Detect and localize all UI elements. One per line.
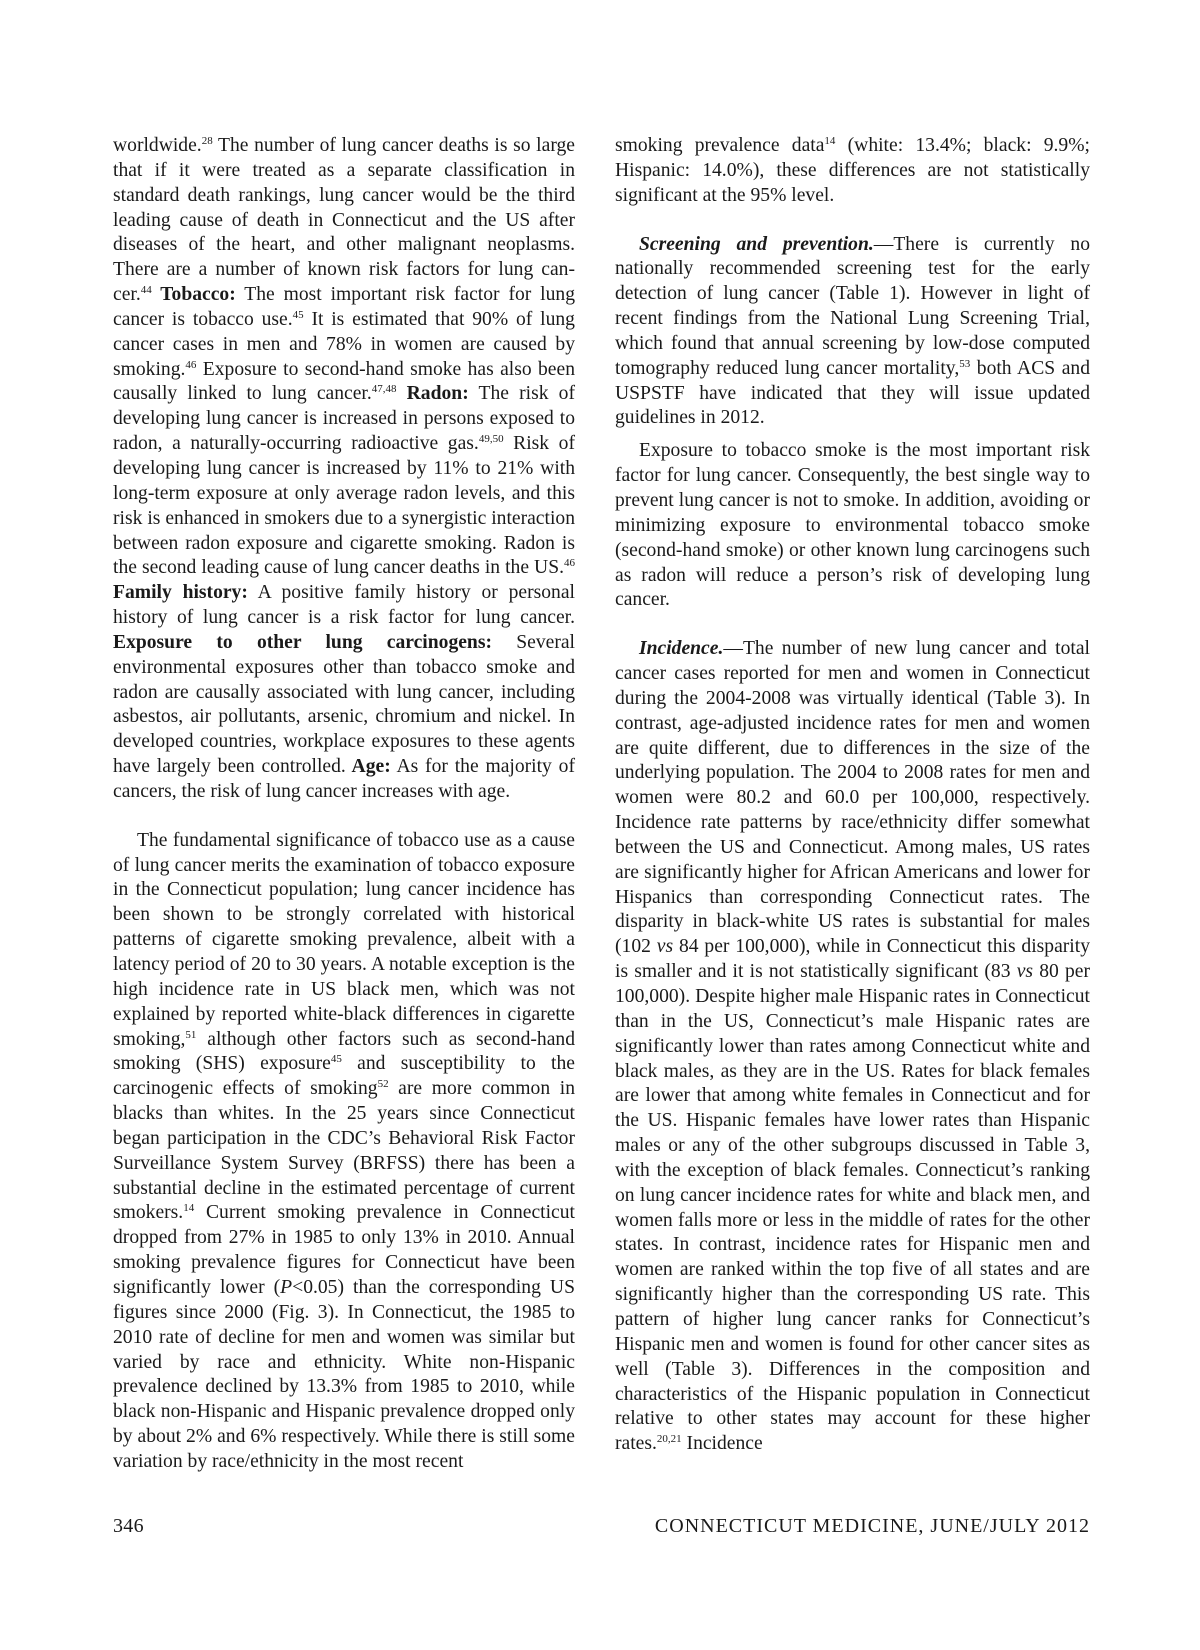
carcinogens-heading: Exposure to other lung carcinogens: bbox=[113, 631, 492, 653]
citation-ref: 28 bbox=[201, 135, 213, 147]
prevalence-continuation-paragraph: smoking prevalence data$^{14}$ (white: 13.4%; black: 9.9%; Hispanic: 14.0%), these differences are not statistically significant at the 95% level. bbox=[615, 135, 1090, 206]
citation-ref: 20,21 bbox=[656, 1433, 682, 1446]
screening-paragraph: Screening and prevention.—There is currently no nationally recommended screening test for the early detection of lung cancer (Table 1). However in light of recent findings from the National Lung Screening Trial, which found that annual screening by low-dose computed tomography reduced lung cancer mortality,$^{53}$ both ACS and USPSTF have indicated that they will issue updated guidelines in 2012. bbox=[615, 233, 1090, 429]
citation-ref: 14 bbox=[824, 135, 836, 147]
right-column bbox=[615, 134, 1090, 1457]
citation-ref: 51 bbox=[185, 1028, 197, 1041]
risk-factors-paragraph: worldwide.$^{28}$ The number of lung cancer deaths is so large that if it were treated as a separate classification in standard death rankings, lung cancer would be the third leading cause of death in Connecticut and the US after diseases of the heart, and other malignant neoplasms. There are a number of known risk factors for lung cancer.$^{44}$ Tobacco: The most important risk factor for lung cancer is tobacco use.$^{45}$ It is estimated that 90% of lung cancer cases in men and 78% in women are caused by smoking.$^{46}$ Exposure to second-hand smoke has also been causally linked to lung cancer.$^{47,48}$ Radon: The risk of developing lung cancer is increased in persons exposed to radon, a naturally-occurring radioactive gas.$^{49,50}$ Risk of developing lung cancer is increased by 11% to 21% with long-term exposure at only average radon levels, and this risk is enhanced in smokers due to a synergistic interaction between radon exposure and cigarette smoking. Radon is the second leading cause of lung cancer deaths in the US.$^{46}$ Family history: A positive family history or personal history of lung cancer is a risk factor for lung cancer. Exposure to other lung carcinogens: Several environmental exposures other than tobacco smoke and radon are causally associated with lung cancer, including asbestos, air pollutants, arsenic, chromium and nickel. In developed countries, workplace exposures to these agents have largely been controlled. Age: As for the majority of cancers, the risk of lung cancer increases with age. bbox=[113, 135, 575, 802]
citation-ref: 46 bbox=[564, 557, 575, 570]
citation-ref: 14 bbox=[183, 1202, 195, 1215]
left-column bbox=[113, 134, 575, 1475]
prevention-paragraph: Exposure to tobacco smoke is the most important risk factor for lung cancer. Consequently, the best single way to prevent lung cancer is not to smoke. In addition, avoiding or minimizing exposure to environmental tobacco smoke (second-hand smoke) or other known lung carcinogens such as radon will reduce a person’s risk of developing lung cancer. bbox=[615, 440, 1090, 611]
age-heading: Age: bbox=[345, 756, 391, 778]
tobacco-significance-paragraph: The fundamental significance of tobacco use as a cause of lung cancer merits the examination of tobacco exposure in the Connecticut population; lung cancer incidence has been shown to be strongly correlated with historical patterns of cigarette smoking prevalence, albeit with a latency period of 20 to 30 years. A notable exception is the high incidence rate in US black men, which was not explained by reported white-black differences in cigarette smoking,$^{51}$ although other factors such as second-hand smoking (SHS) exposure$^{45}$ and susceptibility to the carcinogenic effects of smoking$^{52}$ are more common in blacks than whites. In the 25 years since Connecticut began participation in the CDC’s Behavioral Risk Factor Surveillance System Survey (BRFSS) there has been a substantial decline in the estimated percentage of current smokers.$^{14}$ Current smoking prevalence in Connecticut dropped from 27% in 1985 to only 13% in 2010. Annual smoking prevalence figures for Connecticut have been significantly lower (P<0.05) than the corresponding US figures since 2000 (Fig. 3). In Connecticut, the 1985 to 2010 rate of decline for men and women was similar but varied by race and ethnicity. White non-Hispanic prevalence declined by 13.3% from 1985 to 2010, while black non-Hispanic and Hispanic prevalence dropped only by about 2% and 6% respectively. While there is still some variation by race/ethnicity in the most recent bbox=[113, 829, 575, 1472]
page-number: 346 bbox=[113, 1515, 144, 1537]
family-history-heading: Family history: bbox=[113, 582, 248, 604]
citation-ref: 47,48 bbox=[371, 383, 397, 396]
journal-footer: CONNECTICUT MEDICINE, JUNE/JULY 2012 bbox=[654, 1515, 1090, 1537]
screening-heading: Screening and prevention. bbox=[639, 233, 874, 255]
citation-ref: 53 bbox=[959, 357, 971, 370]
tobacco-heading: Tobacco: bbox=[151, 284, 236, 306]
citation-ref: 46 bbox=[185, 358, 197, 371]
citation-ref: 45 bbox=[292, 308, 304, 321]
citation-ref: 52 bbox=[377, 1078, 389, 1091]
citation-ref: 45 bbox=[330, 1053, 342, 1066]
incidence-heading: Incidence. bbox=[639, 638, 724, 660]
citation-ref: 44 bbox=[140, 284, 152, 297]
citation-ref: 49,50 bbox=[478, 433, 504, 446]
radon-heading: Radon: bbox=[396, 383, 469, 405]
incidence-paragraph: Incidence.—The number of new lung cancer and total cancer cases reported for men and women in Connecticut during the 2004-2008 was virtually identical (Table 3). In contrast, age-adjusted incidence rates for men and women are quite different, due to differences in the size of the underlying population. The 2004 to 2008 rates for men and women were 80.2 and 60.0 per 100,000, respectively. Incidence rate patterns by race/ethnicity differ somewhat between the US and Connecticut. Among males, US rates are significantly higher for African Americans and lower for Hispanics than corresponding Connecticut rates. The disparity in black-white US rates is substantial for males (102 vs 84 per 100,000), while in Connecticut this disparity is smaller and it is not statistically significant (83 vs 80 per 100,000). Despite higher male Hispanic rates in Connecticut than in the US, Connecticut’s male Hispanic rates are significantly lower than rates among Connecticut white and black males, as they are in the US. Rates for black females are lower that among white females in Connecticut and for the US. Hispanic females have lower rates than Hispanic males or any of the other subgroups discussed in Table 3, with the exception of black females. Connecticut’s ranking on lung cancer incidence rates for white and black men, and women falls more or less in the middle of rates for the other states. In contrast, incidence rates for Hispanic men and women are ranked within the top five of all states and are significantly higher than the corresponding US rate. This pattern of higher lung cancer ranks for Connecticut’s Hispanic men and women is found for other cancer sites as well (Table 3). Differences in the composition and characteristics of the Hispanic population in Connecticut relative to other states may account for these higher rates.$^{20,21}$ Incidence bbox=[615, 638, 1090, 1455]
